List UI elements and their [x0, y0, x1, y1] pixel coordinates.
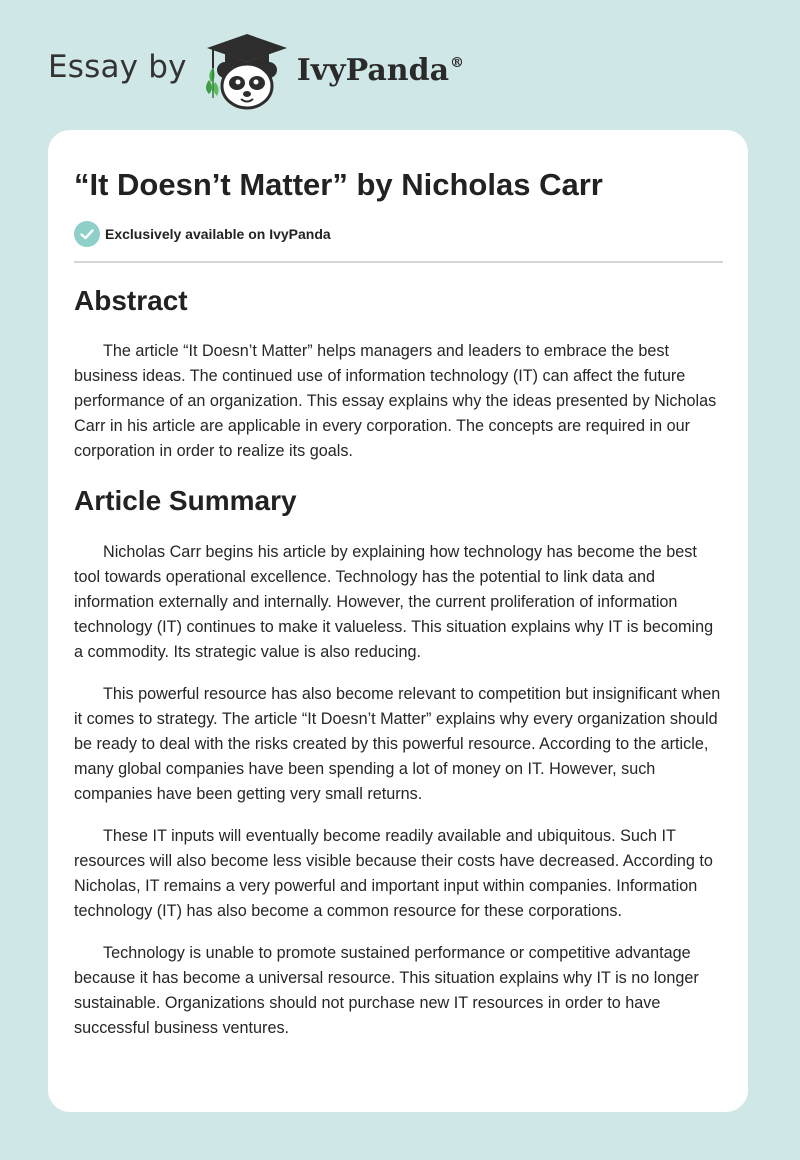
- summary-paragraph-3: These IT inputs will eventually become readily available and ubiquitous. Such IT resources will also become less visible because their costs have decreased. According to Nicholas, IT remains a very powerful and important input within companies. Information technology (IT) has also become a common resource for these corporations.: [74, 827, 713, 921]
- abstract-paragraph: The article “It Doesn’t Matter” helps managers and leaders to embrace the best business ideas. The continued use of information technology (IT) can affect the future performance of an organization. This essay explains why the ideas presented by Nicholas Carr in his article are applicable in every corporation. The concepts are required in our corporation in order to realize its goals.: [74, 341, 717, 460]
- essay-by-label: Essay by: [48, 49, 187, 85]
- summary-paragraph-2: This powerful resource has also become relevant to competition but insignificant when it comes to strategy. The article “It Doesn’t Matter” explains why every organization should be ready to deal with the risks created by this powerful resource. According to the article, many global companies have been spending a lot of money on IT. However, such companies have been getting very small returns.: [74, 685, 721, 804]
- brand-name[interactable]: IvyPanda®: [296, 52, 465, 88]
- exclusive-badge: [74, 221, 331, 247]
- summary-paragraph-1: Nicholas Carr begins his article by explaining how technology has become the best tool towards operational excellence. Technology has the potential to link data and information externally and internally. However, the current proliferation of information technology (IT) continues to make it valueless. This situation explains why IT is becoming a commodity. Its strategic value is also reducing.: [74, 543, 714, 662]
- divider: [74, 261, 723, 263]
- essay-card: [48, 130, 748, 1112]
- section-heading-abstract: Abstract: [74, 285, 188, 316]
- essay-body: [74, 280, 726, 1041]
- registered-mark: ®: [450, 54, 465, 71]
- summary-paragraph-4: Technology is unable to promote sustained performance or competitive advantage because it has become a universal resource. This situation explains why IT is no longer sustainable. Organizations should not purchase new IT resources in order to have successful business ventures.: [74, 944, 699, 1038]
- checkmark-icon: [74, 221, 100, 247]
- exclusive-badge-label: Exclusively available on IvyPanda: [105, 226, 331, 242]
- panda-logo-icon[interactable]: [201, 32, 293, 112]
- section-heading-article-summary: Article Summary: [74, 484, 297, 516]
- leaf-icon: [206, 66, 219, 98]
- page-title: “It Doesn’t Matter” by Nicholas Carr: [74, 167, 603, 202]
- site-header: [48, 32, 464, 112]
